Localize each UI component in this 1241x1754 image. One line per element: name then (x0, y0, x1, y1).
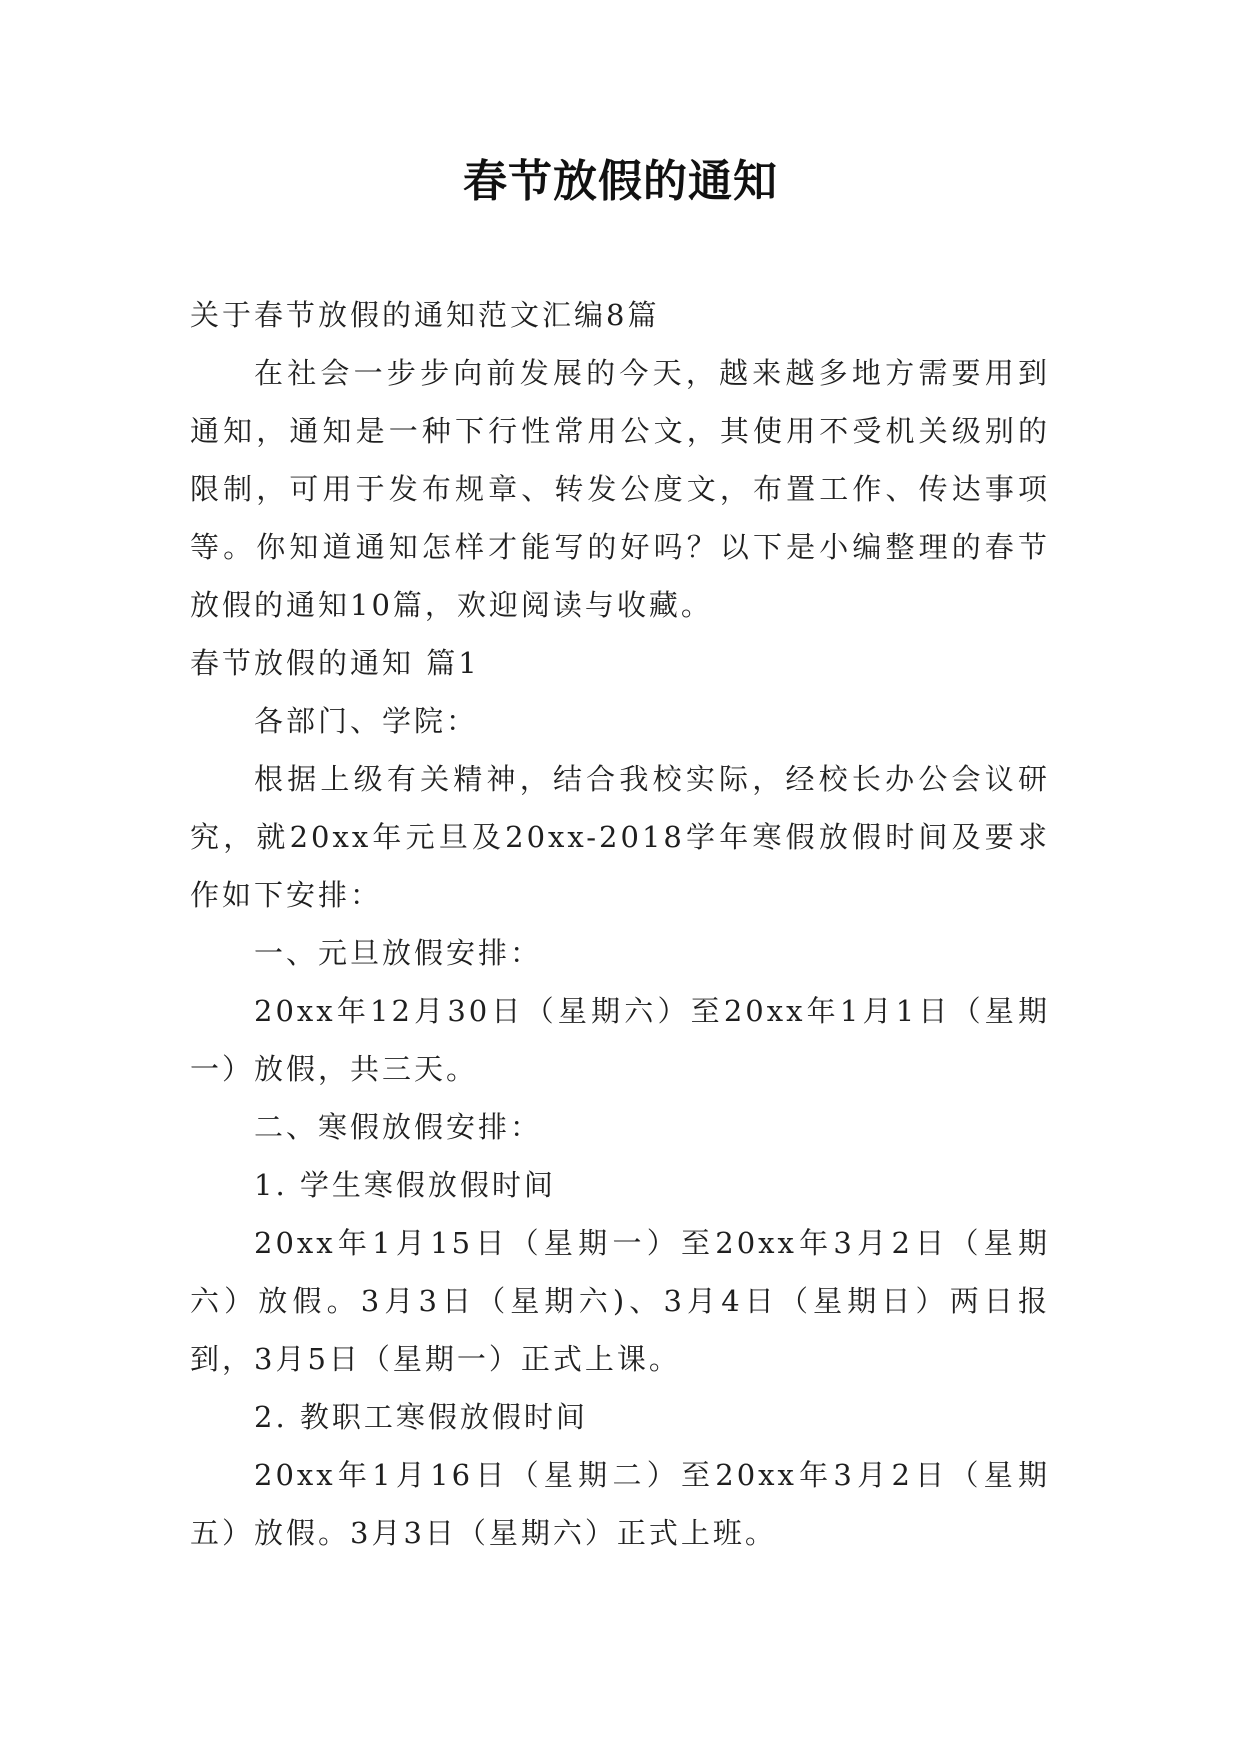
document-subtitle: 关于春节放假的通知范文汇编8篇 (190, 298, 660, 332)
salutation: 各部门、学院： (254, 704, 479, 738)
intro-paragraph: 在社会一步步向前发展的今天，越来越多地方需要用到通知，通知是一种下行性常用公文，其使用不受机关级别的限制，可用于发布规章、转发公度文，布置工作、传达事项等。你知道通知怎样才能写的好吗？以下是小编整理的春节放假的通知10篇，欢迎阅读与收藏。 (190, 356, 1050, 622)
section-heading: 春节放假的通知 篇1 (190, 646, 480, 680)
sub-heading: 2. 教职工寒假放假时间 (254, 1400, 588, 1434)
list-heading: 一、元旦放假安排： (254, 936, 543, 970)
body-paragraph: 20xx年1月15日（星期一）至20xx年3月2日（星期六）放假。3月3日（星期六)、3月4日（星期日）两日报到，3月5日（星期一）正式上课。 (190, 1226, 1050, 1376)
sub-heading: 1. 学生寒假放假时间 (254, 1168, 556, 1202)
body-paragraph: 根据上级有关精神，结合我校实际，经校长办公会议研究，就20xx年元旦及20xx-2018学年寒假放假时间及要求作如下安排： (190, 762, 1050, 912)
document-body (190, 286, 1050, 1562)
body-paragraph: 20xx年12月30日（星期六）至20xx年1月1日（星期一）放假，共三天。 (190, 994, 1050, 1086)
body-paragraph: 20xx年1月16日（星期二）至20xx年3月2日（星期五）放假。3月3日（星期六）正式上班。 (190, 1458, 1050, 1550)
list-heading: 二、寒假放假安排： (254, 1110, 543, 1144)
document-title: 春节放假的通知 (463, 156, 778, 207)
